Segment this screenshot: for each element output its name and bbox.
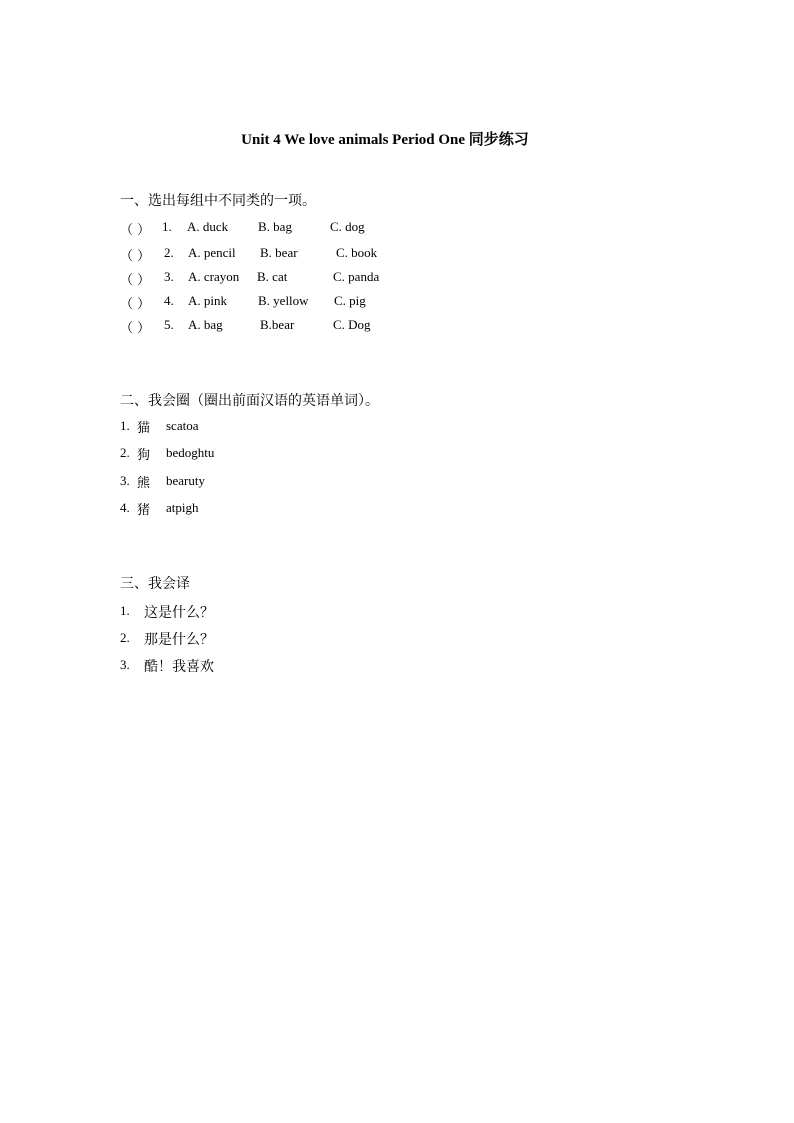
option-a: A. bag xyxy=(188,317,223,332)
option-b: B.bear xyxy=(260,317,295,332)
item-number: 1. xyxy=(120,603,130,618)
translation-prompt: 那是什么？ xyxy=(144,632,214,648)
item-number: 2. xyxy=(120,445,130,460)
section-3-heading: 三、我会译 xyxy=(120,576,190,592)
item-number: 3. xyxy=(120,657,130,672)
chinese-word: 猫 xyxy=(137,421,151,436)
option-a: A. crayon xyxy=(188,269,240,284)
option-c: C. Dog xyxy=(333,317,371,332)
translation-prompt: 酷！我喜欢 xyxy=(144,659,214,675)
chinese-word: 狗 xyxy=(137,448,151,463)
question-number: 1. xyxy=(162,219,172,234)
section-1-heading: 一、选出每组中不同类的一项。 xyxy=(120,193,316,209)
question-number: 4. xyxy=(164,293,174,308)
option-c: C. book xyxy=(336,245,378,260)
answer-bracket: （ ） xyxy=(120,273,151,288)
item-number: 4. xyxy=(120,500,130,515)
option-b: B. yellow xyxy=(258,293,309,308)
option-b: B. bag xyxy=(258,219,292,234)
letter-string: scatoa xyxy=(166,418,199,433)
option-c: C. panda xyxy=(333,269,380,284)
letter-string: bedoghtu xyxy=(166,445,215,460)
answer-bracket: （ ） xyxy=(120,249,151,264)
item-number: 1. xyxy=(120,418,130,433)
question-number: 2. xyxy=(164,245,174,260)
page-title: Unit 4 We love animals Period One 同步练习 xyxy=(241,132,529,148)
question-number: 3. xyxy=(164,269,174,284)
question-number: 5. xyxy=(164,317,174,332)
answer-bracket: （ ） xyxy=(120,321,151,336)
item-number: 2. xyxy=(120,630,130,645)
option-b: B. cat xyxy=(257,269,288,284)
option-a: A. duck xyxy=(187,219,229,234)
chinese-word: 猪 xyxy=(137,503,151,518)
translation-prompt: 这是什么？ xyxy=(144,605,214,621)
option-a: A. pink xyxy=(188,293,227,308)
option-b: B. bear xyxy=(260,245,298,260)
answer-bracket: （ ） xyxy=(120,297,151,312)
letter-string: atpigh xyxy=(166,500,199,515)
chinese-word: 熊 xyxy=(137,476,151,491)
option-a: A. pencil xyxy=(188,245,236,260)
section-2-heading: 二、我会圈（圈出前面汉语的英语单词）。 xyxy=(120,393,379,409)
letter-string: bearuty xyxy=(166,473,205,488)
item-number: 3. xyxy=(120,473,130,488)
option-c: C. dog xyxy=(330,219,365,234)
answer-bracket: （ ） xyxy=(120,223,151,238)
option-c: C. pig xyxy=(334,293,366,308)
